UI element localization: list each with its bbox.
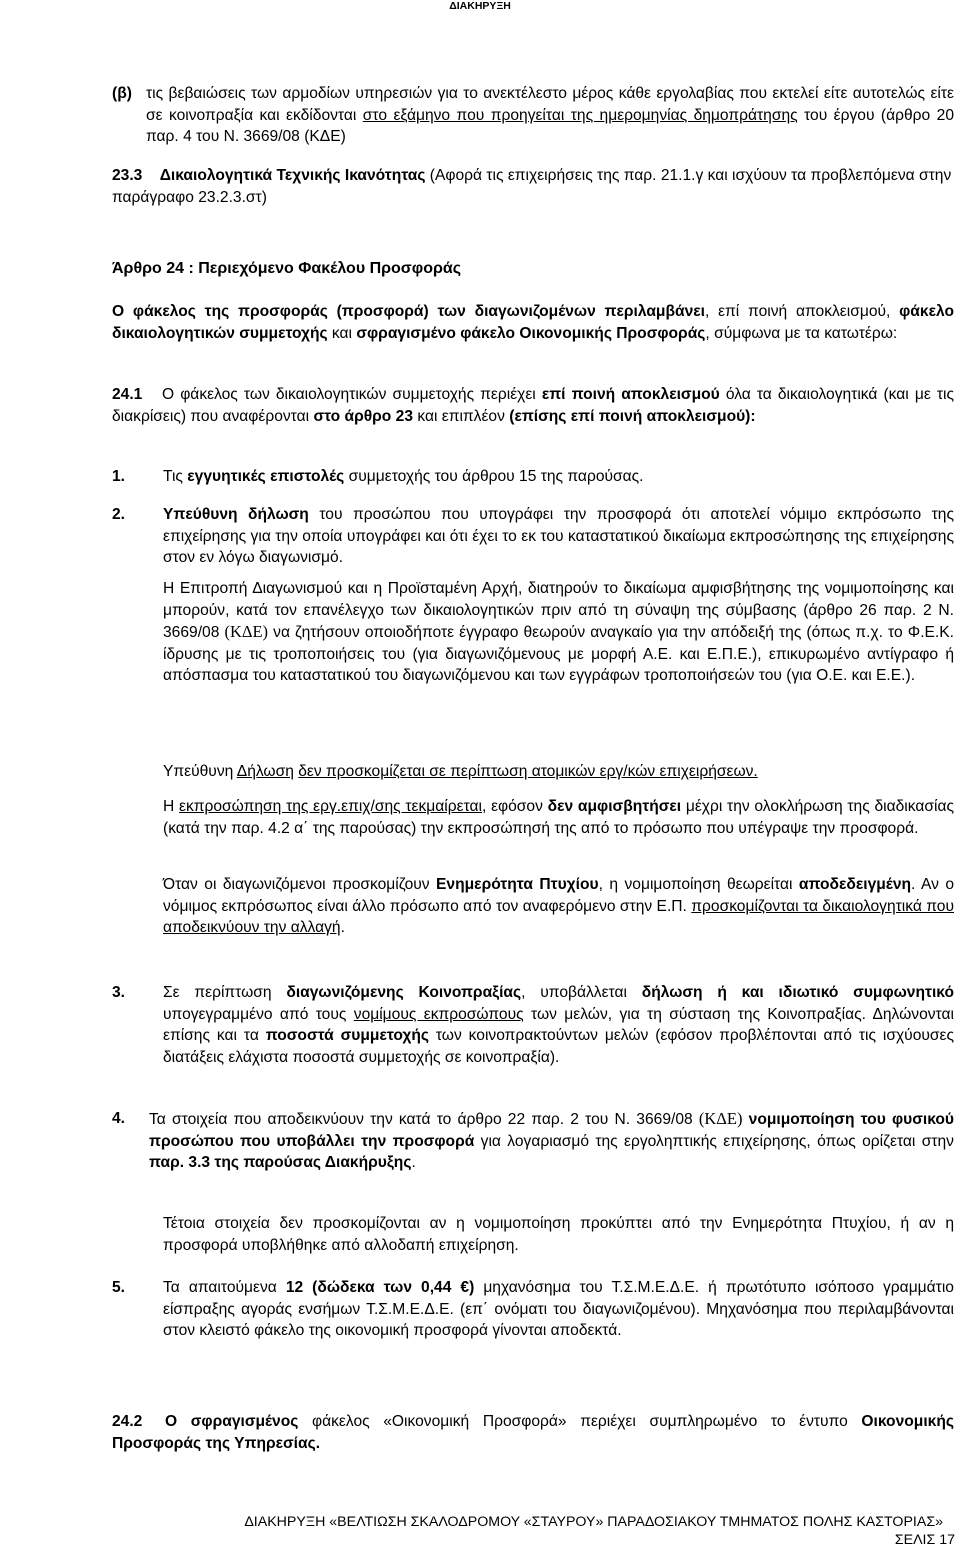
footer-title: ΔΙΑΚΗΡΥΞΗ «ΒΕΛΤΙΩΣΗ ΣΚΑΛΟΔΡΟΜΟΥ «ΣΤΑΥΡΟΥ» ΠΑΡΑΔΟΣΙΑΚΟΥ ΤΜΗΜΑΤΟΣ ΠΟΛΗΣ ΚΑΣΤΟΡΙΑΣ» <box>244 1514 943 1530</box>
item-number-2: 2. <box>112 506 126 523</box>
item-1: Τις εγγυητικές επιστολές συμμετοχής του άρθρου 15 της παρούσας. <box>163 468 644 485</box>
section-number-24-1: 24.1 <box>112 386 143 403</box>
paragraph-label-beta: (β) <box>112 85 132 102</box>
section-23-3: 23.3 Δικαιολογητικά Τεχνικής Ικανότητας (Αφορά τις επιχειρήσεις της παρ. 21.1.γ και ισχύουν τα προβλεπόμενα στην παράγραφο 23.2.3.στ) <box>112 167 952 206</box>
item-number-5: 5. <box>112 1279 126 1296</box>
section-title: Δικαιολογητικά Τεχνικής Ικανότητας <box>159 167 426 184</box>
item-number-1: 1. <box>112 468 126 485</box>
page-header: ΔΙΑΚΗΡΥΞΗ <box>449 0 511 12</box>
item-2-paragraph-5: Όταν οι διαγωνιζόμενοι προσκομίζουν Ενημερότητα Πτυχίου, η νομιμοποίηση θεωρείται αποδεδειγμένη. Αν ο νόμιμος εκπρόσωπος είναι άλλο πρόσωπο από τον αναφερόμενο στην Ε.Π. προσκομίζονται τα δικαιολογητικά που αποδεικνύουν την αλλαγή. <box>163 876 954 936</box>
item-number-4: 4. <box>112 1110 126 1127</box>
item-3: Σε περίπτωση διαγωνιζόμενης Κοινοπραξίας, υποβάλλεται δήλωση ή και ιδιωτικό συμφωνητικό υπογεγραμμένο από τους νομίμους εκπροσώπους των μελών, για τη σύσταση της Κοινοπραξίας. Δηλώνονται επίσης και τα ποσοστά συμμετοχής των κοινοπρακτούντων μελών (εφόσον προβλέπονται από τις ισχύουσες διατάξεις ελάχιστα ποσοστά συμμετοχής σε κοινοπραξία). <box>163 984 954 1066</box>
footer-page-number: ΣΕΛΙΣ 17 <box>894 1532 955 1548</box>
paragraph-beta: τις βεβαιώσεις των αρμοδίων υπηρεσιών για το ανεκτέλεστο μέρος κάθε εργολαβίας που εκτελεί είτε αυτοτελώς είτε σε κοινοπραξία και εκδίδονται στο εξάμηνο που προηγείται της ημερομηνίας δημοπράτησης του έργου (άρθρο 20 παρ. 4 του Ν. 3669/08 (ΚΔΕ) <box>146 85 954 145</box>
item-4-paragraph-1: Τα στοιχεία που αποδεικνύουν την κατά το άρθρο 22 παρ. 2 του Ν. 3669/08 (ΚΔΕ) νομιμοποίηση του φυσικού προσώπου που υποβάλλει την προσφορά για λογαριασμό της εργοληπτικής επιχείρησης, όπως ορίζεται στην παρ. 3.3 της παρούσας Διακήρυξης. <box>149 1109 954 1171</box>
item-number-3: 3. <box>112 984 126 1001</box>
article-heading: Άρθρο 24 : Περιεχόμενο Φακέλου Προσφοράς <box>112 260 462 277</box>
article-intro: Ο φάκελος της προσφοράς (προσφορά) των διαγωνιζομένων περιλαμβάνει, επί ποινή αποκλεισμού, φάκελο δικαιολογητικών συμμετοχής και σφραγισμένο φάκελο Οικονομικής Προσφοράς, σύμφωνα με τα κατωτέρω: <box>112 303 954 342</box>
section-24-1: Ο φάκελος των δικαιολογητικών συμμετοχής περιέχει επί ποινή αποκλεισμού όλα τα δικαιολογητικά (και με τις διακρίσεις) που αναφέρονται στο άρθρο 23 και επιπλέον (επίσης επί ποινή αποκλεισμού): <box>112 386 954 425</box>
section-number: 23.3 <box>112 167 143 184</box>
item-2-paragraph-1: Υπεύθυνη δήλωση του προσώπου που υπογράφει την προσφορά ότι αποτελεί νόμιμο εκπρόσωπο της επιχείρησης για την οποία υπογράφει και ότι έχει το εκ του καταστατικού δικαίωμα εκπροσώπησης της επιχείρησης στον εν λόγω διαγωνισμό. <box>163 506 954 566</box>
section-number-24-2: 24.2 <box>112 1413 143 1430</box>
section-24-2-text: Ο σφραγισμένος φάκελος «Οικονομική Προσφορά» περιέχει συμπληρωμένο το έντυπο Οικονομικής Προσφοράς της Υπηρεσίας. <box>112 1413 954 1452</box>
item-2-paragraph-4: Η εκπροσώπηση της εργ.επιχ/σης τεκμαίρεται, εφόσον δεν αμφισβητήσει μέχρι την ολοκλήρωση της διαδικασίας (κατά την παρ. 4.2 α΄ της παρούσας) την εκπροσώπησή της από το πρόσωπο που υπέγραψε την προσφορά. <box>163 798 955 837</box>
item-4-paragraph-2: Τέτοια στοιχεία δεν προσκομίζονται αν η νομιμοποίηση προκύπτει από την Ενημερότητα Πτυχίου, ή αν η προσφορά υποβλήθηκε από αλλοδαπή επιχείρηση. <box>163 1215 954 1254</box>
item-2-paragraph-3: Υπεύθυνη Δήλωση δεν προσκομίζεται σε περίπτωση ατομικών εργ/κών επιχειρήσεων. <box>163 763 758 780</box>
item-2-paragraph-2: Η Επιτροπή Διαγωνισμού και η Προϊσταμένη Αρχή, διατηρούν το δικαίωμα αμφισβήτησης της νομιμοποίησης και μπορούν, κατά τον επανέλεγχο των δικαιολογητικών πριν από τη σύναψη της σύμβασης (άρθρο 26 παρ. 2 Ν. 3669/08 (ΚΔΕ) να ζητήσουν οποιοδήποτε έγγραφο θεωρούν αναγκαίο για την απόδειξή της (όπως π.χ. το Φ.Ε.Κ. ίδρυσης με τις τροποποιήσεις του (για διαγωνιζόμενους με μορφή Α.Ε. και Ε.Π.Ε.), επικυρωμένο αντίγραφο ή απόσπασμα του καταστατικού του διαγωνιζόμενου και των εγγράφων τροποποιήσεών του (για Ο.Ε. και Ε.Ε.). <box>163 580 954 684</box>
item-5: Τα απαιτούμενα 12 (δώδεκα των 0,44 €) μηχανόσημα του Τ.Σ.Μ.Ε.Δ.Ε. ή πρωτότυπο ισόποσο γραμμάτιο είσπραξης αγοράς ενσήμων Τ.Σ.Μ.Ε.Δ.Ε. (επ΄ ονόματι του διαγωνιζομένου). Μηχανόσημα που περιλαμβάνονται στον κλειστό φάκελο της οικονομική προσφορά γίνονται αποδεκτά. <box>163 1279 954 1339</box>
